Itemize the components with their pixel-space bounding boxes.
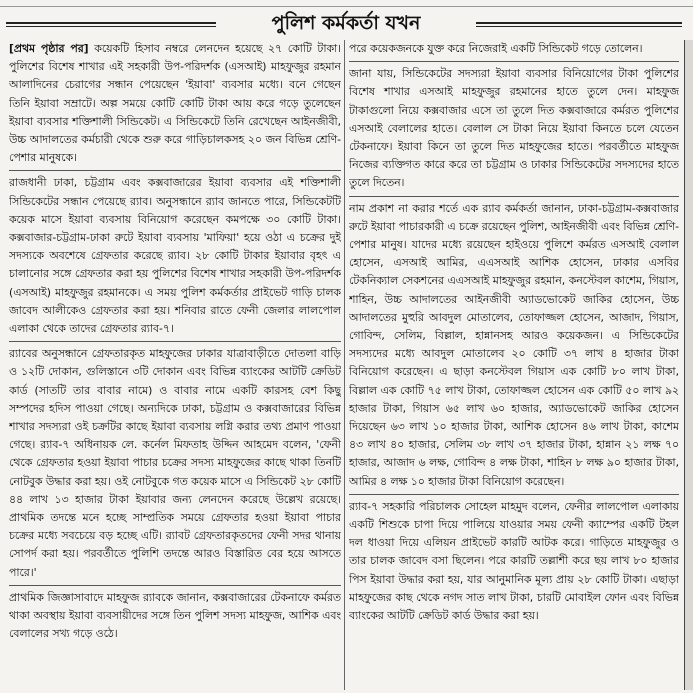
article-paragraph: প্রাথমিক জিজ্ঞাসাবাদে মাহফুজ র‍্যাবকে জানান, কক্সবাজারের টেকনাফে কর্মরত থাকা অবস্থায় ইয়াবা ব্যবসায়ীদের সঙ্গে তিন পুলিশ সদস্য মাহফুজ, আশিক এবং বেলালের সখ্য গড়ে ওঠে। — [9, 590, 341, 641]
page-headline: পুলিশ কর্মকর্তা যখন — [271, 12, 421, 34]
article-paragraph: র‍্যাব-৭ সহকারি পরিচালক সোহেল মাহমুদ বলেন, ফেনীর লালপোল এলাকায় একটি শিশুকে চাপা দিয়ে পালিয়ে যাওয়ার সময় ফেনী ক্যাম্পের একটি টহল দল ধাওয়া দিয়ে এলিয়ন প্রাইভেট কারটি আটক করে। গাড়িতে মাহফুজুর ও তার চালক জাবেদ বসা ছিলেন। পরে কারটি তল্লাশী করে ছয় লাখ ৮০ হাজার পিস ইয়াবা উদ্ধার করা হয়, যার আনুমানিক মূল্য প্রায় ২৮ কোটি টাকা। এছাড়া মাহফুজের কাছ থেকে নগদ সাত লাখ টাকা, চারটি মোবাইল ফোন এবং বিভিন্ন ব্যাংকের আটটি ক্রেডিট কার্ড উদ্ধার করা হয়। — [349, 499, 679, 623]
article-paragraph: জানা যায়, সিন্ডিকেটের সদস্যরা ইয়াবা ব্যবসার বিনিয়োগের টাকা পুলিশের বিশেষ শাখার এসআই মাহফুজুর রহমানের হাতে তুলে দেন। মাহফুজ টাকাগুলো নিয়ে কক্সবাজার এসে তা তুলে দিত কক্সবাজারে কর্মরত পুলিশের এসআই বেলালের হাতে। বেলাল সে টাকা নিয়ে ইয়াবা কিনতে চলে যেতেন টেকনাফে। ইয়াবা কিনে তা তুলে দিত মাহফুজের হাতে। পরবর্তীতে মাহফুজ নিজের ব্যক্তিগত কারে করে তা চট্টগ্রাম ও ঢাকার সিন্ডিকেটের সদস্যদের হাতে তুলে দিতেন। — [349, 65, 679, 196]
top-strip — [0, 0, 693, 7]
headline-bar — [6, 8, 682, 38]
article-column-right — [349, 40, 679, 690]
paragraph-text: কয়েকটি হিসাব নম্বরে লেনদেন হয়েছে ২৭ কোটি টাকা। পুলিশের বিশেষ শাখার এই সহকারী উপ-পরিদর্শক (এসআই) মাহফুজুর রহমান আলাদিনের চেরাগের সন্ধান পেয়েছেন 'ইয়াবা' ব্যবসার মধ্যে। বনে গেছেন তিনি ইয়াবা সম্রাটে। অল্প সময়ে কোটি কোটি টাকা আয় করে গড়ে তুলেছেন ইয়াবা ব্যবসার শক্তিশালী সিন্ডিকেট। এ সিন্ডিকেটে তিনি রেখেছেন আইনজীবী, উচ্চ আদালতের কর্মচারী থেকে শুরু করে গাড়িচালকসহ ২০ জন বিভিন্ন শ্রেণি-পেশার মানুষকে। — [9, 42, 341, 165]
article-column-left — [9, 40, 341, 690]
headline-rule-left — [6, 22, 216, 27]
column-divider — [344, 40, 345, 690]
article-paragraph: রাজধানী ঢাকা, চট্টগ্রাম এবং কক্সবাজারের ইয়াবা ব্যবসার এই শক্তিশালী সিন্ডিকেটের সন্ধান পেয়েছে র‍্যাব। অনুসন্ধানে র‍্যাব জানতে পারে, সিন্ডিকেটটি কয়েক মাসে ইয়াবা ব্যবসায় বিনিয়োগ করেছেন কমপক্ষে ৩০ কোটি টাকা। কক্সবাজার-চট্টগ্রাম-ঢাকা রুটে ইয়াবা ব্যবসায় 'মাফিয়া' হয়ে ওঠা এ চক্রের দুই সদস্যকে অবশেষে গ্রেফতার করেছে র‍্যাব। ২৮ কোটি টাকার ইয়াবার বৃহৎ এ চালানোর সঙ্গে গ্রেফতার করা হয় পুলিশের বিশেষ শাখার সহকারী উপ-পরিদর্শক (এসআই) মাহফুজুর রহমানকে। এ সময় পুলিশ কর্মকর্তার প্রাইভেট গাড়ি চালক জাবেদ আলীকেও গ্রেফতার করা হয়। শনিবার রাতে ফেনী জেলার লালপোল এলাকা থেকে তাদের গ্রেফতার র‍্যাব-৭। — [9, 174, 341, 342]
continuation-tag: [প্রথম পৃষ্ঠার পর] — [9, 42, 89, 55]
article-paragraph: পরে কয়েকজনকে যুক্ত করে নিজেরাই একটি সিন্ডিকেট গড়ে তোলেন। — [349, 40, 679, 62]
page-edge-strip — [684, 40, 693, 690]
article-paragraph: নাম প্রকাশ না করার শর্তে এক র‍্যাব কর্মকর্তা জানান, ঢাকা-চট্টগ্রাম-কক্সবাজার রুটে ইয়াবা পাচারকারী এ চক্রে রয়েছেন পুলিশ, আইনজীবী এবং বিভিন্ন শ্রেণি-পেশার মানুষ। যাদের মধ্যে রয়েছেন হাইওয়ে পুলিশে কর্মরত এসআই বেলাল হোসেন, এসআই আমির, এএসআই আশিক হোসেন, ঢাকার এসবির টেকনিক্যাল সেকশনের এএসআই মাহফুজুর রহমান, কনস্টেবল কাশেম, গিয়াস, শাহিন, উচ্চ আদালতের আইনজীবী অ্যাডভোকেট জাকির হোসেন, উচ্চ আদালতের মুহুরি আবদুল মোতালেব, তোফাজ্জল হোসেন, আজাদ, গিয়াস, গোবিন্দ, সেলিম, বিল্লাল, হান্নানসহ আরও কয়েকজন। এ সিন্ডিকেটের সদস্যদের মধ্যে আবদুল মোতালেব ২০ কোটি ৩৭ লাখ ৪ হাজার টাকা বিনিয়োগ করেছেন। এ ছাড়া কনস্টেবল গিয়াস এক কোটি ৮০ লাখ টাকা, বিল্লাল এক কোটি ৭৫ লাখ টাকা, তোফাজ্জল হোসেন এক কোটি ৫০ লাখ ৯২ হাজার টাকা, গিয়াস ৬৫ লাখ ৬০ হাজার, অ্যাডভোকেট জাকির হোসেন দিয়েছেন ৬৩ লাখ ১০ হাজার টাকা, আশিক হোসেন ৪৬ লাখ টাকা, কাশেম ৪৩ লাখ ৪০ হাজার, সেলিম ৩৮ লাখ ৩৭ হাজার টাকা, হান্নান ২১ লক্ষ ৭০ হাজার, আজাদ ৬ লক্ষ, গোবিন্দ ৪ লক্ষ টাকা, শাহিন ৮ লক্ষ ৯০ হাজার টাকা, আমির ৪ লক্ষ ১০ হাজার টাকা বিনিয়োগ করেছেন। — [349, 200, 679, 495]
article-paragraph — [9, 40, 341, 171]
headline-rule-right — [476, 22, 682, 27]
article-paragraph: র‍্যাবের অনুসন্ধানে গ্রেফতারকৃত মাহফুজের ঢাকার যাত্রাবাড়ীতে দোতলা বাড়ি ও ১২টি দোকান, গুলিস্তানে ৩টি দোকান এবং বিভিন্ন ব্যাংকের আটটি ক্রেডিট কার্ড (সাতটি তার বাবার নামে) ও বাবার নামে একটি কারসহ বেশ কিছু সম্পদের হদিস পাওয়া গেছে। অন্যদিকে ঢাকা, চট্টগ্রাম ও কক্সবাজারের বিভিন্ন শাখার সদস্যরা ওই চক্রটির কাছে ইয়াবা ব্যবসায় লগ্নি করার তথ্য প্রমাণ পাওয়া গেছে। র‍্যাব-৭ অধিনায়ক লে. কর্নেল মিফতাহ উদ্দিন আহমেদ বলেন, 'ফেনী থেকে গ্রেফতার হওয়া ইয়াবা পাচার চক্রের সদস্য মাহফুজের কাছে থাকা তিনটি নোটবুক উদ্ধার করা হয়। ওই নোটবুকে গত কয়েক মাসে এ সিন্ডিকেট ২৮ কোটি ৪৪ লাখ ১৩ হাজার টাকা ইয়াবার জন্য লেনদেন করেছে উল্লেখ রয়েছে। প্রাথমিক তদন্তে মনে হচ্ছে সাম্প্রতিক সময়ে গ্রেফতার হওয়া ইয়াবা পাচার চক্রের মধ্যে সবচেয়ে বড় হচ্ছে এটি। র‍্যাবট গ্রেফতারকৃতদের ফেনী সদর থানায় সোপর্দ করা হয়। পরবর্তীতে পুলিশি তদন্তে আরও বিস্তারিত বের হয়ে আসতে পারে।' — [9, 345, 341, 586]
